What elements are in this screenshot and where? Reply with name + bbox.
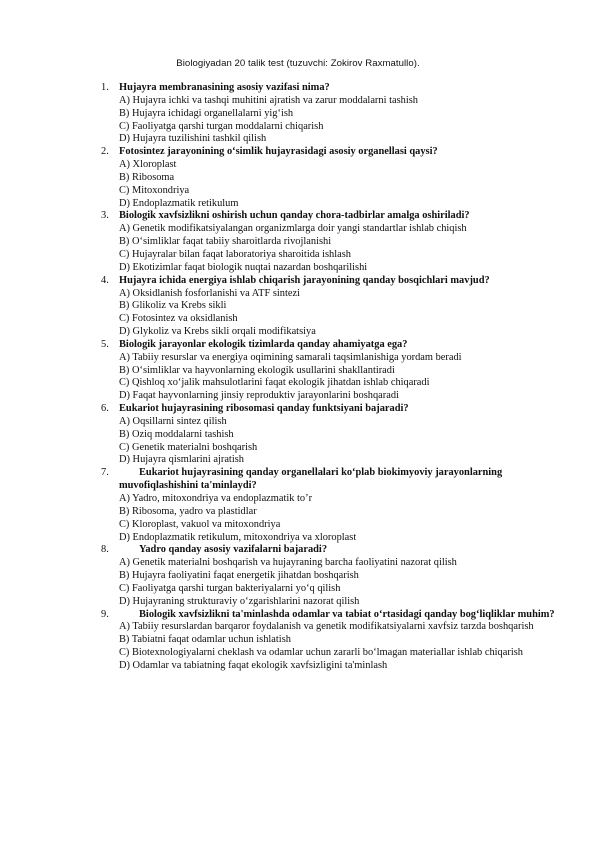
- question-2: [101, 146, 561, 210]
- option-d: D) Ekotizimlar faqat biologik nuqtai nazardan boshqarilishi: [119, 261, 368, 273]
- question-9: [101, 609, 561, 673]
- question-4: [101, 275, 561, 339]
- option-a: A) Genetik modifikatsiyalangan organizmlarga doir yangi standartlar ishlab chiqish: [119, 223, 467, 235]
- option-d: D) Hujayraning strukturaviy o‘zgarishlarini nazorat qilish: [119, 595, 360, 607]
- question-number: 9.: [101, 608, 109, 620]
- question-number: 6.: [101, 403, 109, 415]
- option-a: A) Xloroplast: [119, 159, 177, 171]
- question-text: Eukariot hujayrasining ribosomasi qanday funktsiyani bajaradi?: [119, 403, 409, 415]
- option-d: D) Hujayra tuzilishini tashkil qilish: [119, 133, 267, 145]
- option-b: B) Glikoliz va Krebs sikli: [119, 300, 227, 312]
- question-7: [101, 467, 561, 544]
- option-a: A) Tabiiy resurslar va energiya oqimining samarali taqsimlanishiga yordam beradi: [119, 351, 462, 363]
- option-a: A) Yadro, mitoxondriya va endoplazmatik to’r: [119, 493, 313, 504]
- option-b: B) Oziq moddalarni tashish: [119, 428, 234, 440]
- option-a: A) Oksidlanish fosforlanishi va ATF sintezi: [119, 287, 300, 299]
- option-d: D) Glykoliz va Krebs sikli orqali modifikatsiya: [119, 326, 316, 338]
- option-c: C) Fotosintez va oksidlanish: [119, 313, 238, 325]
- option-a: A) Hujayra ichki va tashqi muhitini ajratish va zarur moddalarni tashish: [119, 94, 418, 106]
- question-number: 1.: [101, 82, 109, 93]
- option-c: C) Kloroplast, vakuol va mitoxondriya: [119, 518, 281, 530]
- option-d: D) Faqat hayvonlarning jinsiy reproduktiv jarayonlarini boshqaradi: [119, 390, 399, 402]
- question-text: Biologik xavfsizlikni oshirish uchun qanday chora-tadbirlar amalga oshiriladi?: [119, 210, 470, 222]
- option-c: C) Mitoxondriya: [119, 184, 190, 196]
- option-a: A) Oqsillarni sintez qilish: [119, 415, 227, 427]
- option-b: B) Hujayra ichidagi organellalarni yig‘ish: [119, 107, 294, 119]
- question-number: 7.: [101, 467, 109, 479]
- option-b: B) O‘simliklar faqat tabiiy sharoitlarda rivojlanishi: [119, 236, 332, 248]
- option-d: D) Endoplazmatik retikulum: [119, 197, 239, 209]
- question-text: Biologik xavfsizlikni ta'minlashda odamlar va tabiat o‘rtasidagi qanday bog‘liqliklar muhim?: [139, 608, 555, 620]
- option-d: D) Endoplazmatik retikulum, mitoxondriya va xloroplast: [119, 531, 357, 543]
- question-text: Hujayra membranasining asosiy vazifasi nima?: [119, 82, 330, 93]
- page-title: Biologiyadan 20 talik test (tuzuvchi: Zokirov Raxmatullo).: [176, 58, 420, 69]
- question-number: 5.: [101, 338, 109, 350]
- option-c: C) Biotexnologiyalarni cheklash va odamlar uchun zararli bo‘lmagan materiallar ishlab chiqarish: [119, 647, 523, 659]
- question-number: 8.: [101, 544, 109, 556]
- question-number: 4.: [101, 274, 109, 286]
- option-c: C) Genetik materialni boshqarish: [119, 441, 258, 453]
- question-text: Eukariot hujayrasining qanday organellalari ko‘plab biokimyoviy jarayonlarning muvofiqlashishini ta'minlaydi?: [119, 467, 503, 492]
- option-c: C) Qishloq xo‘jalik mahsulotlarini faqat ekologik jihatdan ishlab chiqaradi: [119, 377, 430, 389]
- option-b: B) Hujayra faoliyatini faqat energetik jihatdan boshqarish: [119, 570, 359, 582]
- question-3: [101, 210, 561, 274]
- option-d: D) Hujayra qismlarini ajratish: [119, 454, 244, 466]
- question-list: [101, 82, 561, 673]
- option-b: B) Tabiatni faqat odamlar uchun ishlatish: [119, 634, 291, 646]
- question-number: 2.: [101, 146, 109, 158]
- option-d: D) Odamlar va tabiatning faqat ekologik xavfsizligini ta'minlash: [119, 659, 388, 671]
- question-text: Fotosintez jarayonining o‘simlik hujayrasidagi asosiy organellasi qaysi?: [119, 146, 438, 158]
- option-b: B) Ribosoma, yadro va plastidlar: [119, 505, 257, 517]
- question-text: Yadro qanday asosiy vazifalarni bajaradi?: [139, 544, 328, 556]
- option-b: B) Ribosoma: [119, 171, 175, 183]
- question-8: [101, 544, 561, 608]
- question-number: 3.: [101, 210, 109, 222]
- question-1: [101, 82, 561, 146]
- option-c: C) Hujayralar bilan faqat laboratoriya sharoitida ishlash: [119, 248, 351, 260]
- option-a: A) Tabiiy resurslardan barqaror foydalanish va genetik modifikatsiyalarni xavfsiz tarzda boshqarish: [119, 621, 534, 633]
- question-text: Hujayra ichida energiya ishlab chiqarish jarayonining qanday bosqichlari mavjud?: [119, 274, 490, 286]
- question-6: [101, 403, 561, 467]
- option-c: C) Faoliyatga qarshi turgan bakteriyalarni yo‘q qilish: [119, 582, 341, 594]
- option-b: B) O‘simliklar va hayvonlarning ekologik usullarini shakllantiradi: [119, 364, 395, 376]
- option-a: A) Genetik materialni boshqarish va hujayraning barcha faoliyatini nazorat qilish: [119, 557, 457, 569]
- option-c: C) Faoliyatga qarshi turgan moddalarni chiqarish: [119, 120, 324, 132]
- question-text: Biologik jarayonlar ekologik tizimlarda qanday ahamiyatga ega?: [119, 338, 408, 350]
- question-5: [101, 339, 561, 403]
